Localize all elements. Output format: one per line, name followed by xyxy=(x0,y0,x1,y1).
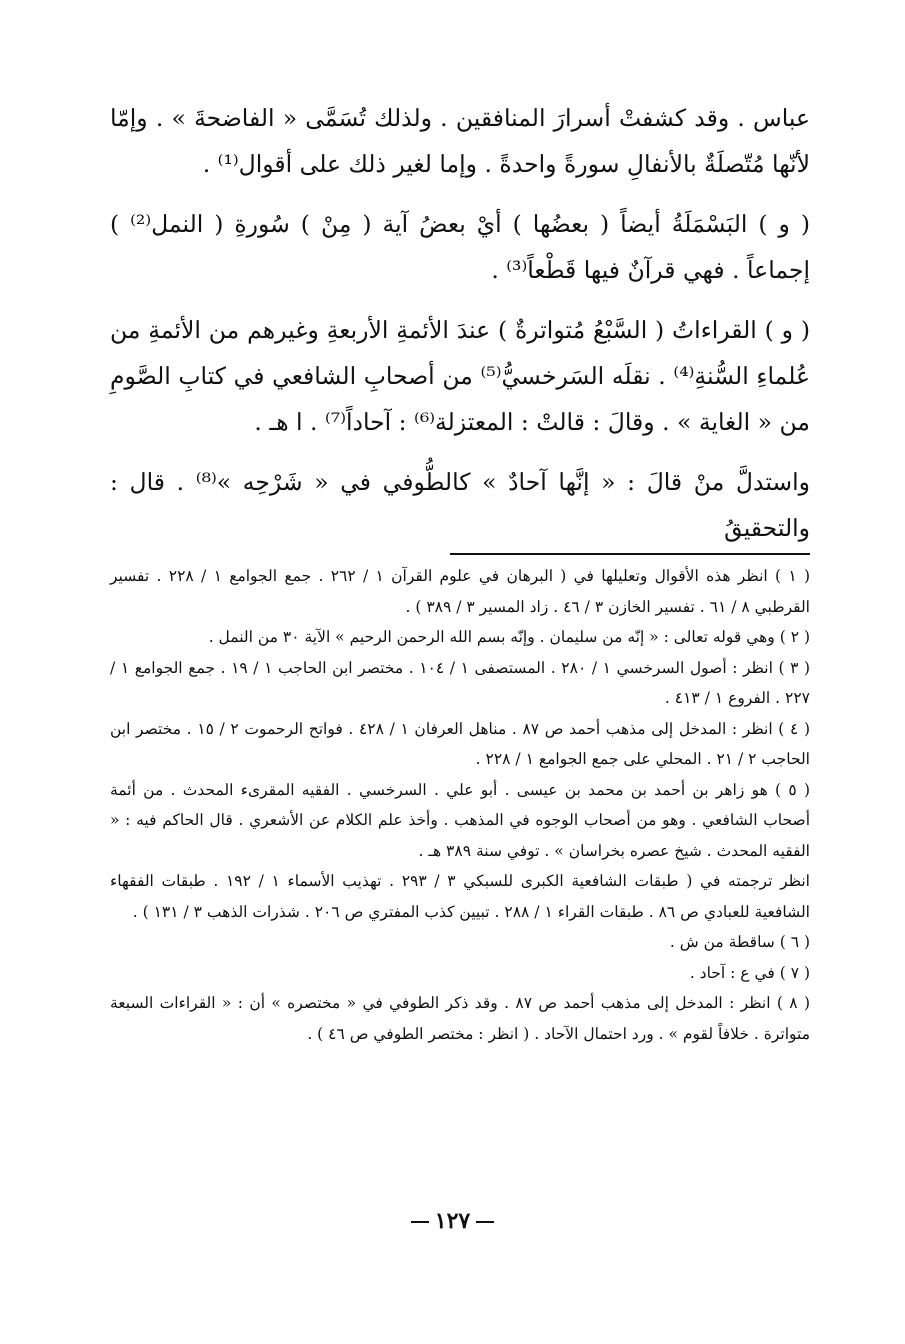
page-number-dash xyxy=(411,1221,429,1223)
main-paragraph: ( و ) البَسْمَلَةُ أيضاً ( بعضُها ) أيْ بعضُ آية ( مِنْ ) سُورةِ ( النمل⁽²⁾ ) إجماعاً . فهي قرآنٌ فيها قَطْعاً⁽³⁾ . xyxy=(110,210,810,284)
footnote: ( ٥ ) هو زاهر بن أحمد بن محمد بن عيسى . أبو علي . السرخسي . الفقيه المقرىء المحدث . من أئمة أصحاب الشافعي . وهو من أصحاب الوجوه في المذهب . وأخذ علم الكلام عن الأشعري . قال الحاكم فيه : « الفقيه المحدث . شيخ عصره بخراسان » . توفي سنة ٣٨٩ هـ . xyxy=(110,780,811,860)
footnote: ( ٤ ) انظر : المدخل إلى مذهب أحمد ص ٨٧ . مناهل العرفان ١ / ٤٢٨ . فواتح الرحموت ٢ / ١٥ . مختصر ابن الحاجب ٢ / ٢١ . المحلي على جمع الجوامع ١ / ٢٢٨ . xyxy=(110,719,810,768)
footnotes xyxy=(110,561,810,1049)
page-number: ١٢٧ xyxy=(434,1208,471,1234)
footnote: ( ٣ ) انظر : أصول السرخسي ١ / ٢٨٠ . المستصفى ١ / ١٠٤ . مختصر ابن الحاجب ١ / ١٩ . جمع الجوامع ١ / ٢٢٧ . الفروع ١ / ٤١٣ . xyxy=(110,658,811,707)
main-paragraph: عباس . وقد كشفتْ أسرارَ المنافقين . ولذلك تُسَمَّى « الفاضحةَ » . وإمّا لأنّها مُتّصلَةٌ بالأنفالِ سورةً واحدةً . وإما لغير ذلك على أقوال⁽¹⁾ . xyxy=(110,104,810,178)
page-body xyxy=(110,95,810,1049)
page-number-dash xyxy=(476,1221,494,1223)
page-number-block xyxy=(0,1208,905,1234)
footnote-separator-wrap xyxy=(110,553,810,555)
footnote: ( ١ ) انظر هذه الأقوال وتعليلها في ( البرهان في علوم القرآن ١ / ٢٦٢ . جمع الجوامع ١ / ٢٢٨ . تفسير القرطبي ٨ / ٦١ . تفسير الخازن ٣ / ٤٦ . زاد المسير ٣ / ٣٨٩ ) . xyxy=(110,567,811,616)
footnote-separator xyxy=(450,553,810,555)
footnote: ( ٧ ) في ع : آحاد . xyxy=(689,963,810,982)
footnote: ( ٨ ) انظر : المدخل إلى مذهب أحمد ص ٨٧ . وقد ذكر الطوفي في « مختصره » أن : « القراءات السبعة متواترة . خلافاً لقوم » . ورد احتمال الآحاد . ( انظر : مختصر الطوفي ص ٤٦ ) . xyxy=(110,994,810,1043)
main-paragraph: واستدلَّ منْ قالَ : « إنَّها آحادٌ » كالطُّوفي في « شَرْحِه »⁽⁸⁾ . قال : والتحقيقُ xyxy=(110,468,810,542)
main-paragraph: ( و ) القراءاتُ ( السَّبْعُ مُتواترةٌ ) عندَ الأئمةِ الأربعةِ وغيرهم من الأئمةِ من عُلماءِ السُّنةِ⁽⁴⁾ . نقلَه السَرخسيُّ⁽⁵⁾ من أصحابِ الشافعي في كتابِ الصَّومِ من « الغاية » . وقالَ : قالتْ : المعتزلة⁽⁶⁾ : آحاداً⁽⁷⁾ . ا هـ . xyxy=(110,316,810,436)
footnote-continuation: انظر ترجمته في ( طبقات الشافعية الكبرى للسبكي ٣ / ٢٩٣ . تهذيب الأسماء ١ / ١٩٢ . طبقات الفقهاء الشافعية للعبادي ص ٨٦ . طبقات القراء ١ / ٢٨٨ . تبيين كذب المفتري ص ٢٠٦ . شذرات الذهب ٣ / ١٣١ ) . xyxy=(110,872,810,921)
footnote: ( ٦ ) ساقطة من ش . xyxy=(669,933,810,951)
footnote: ( ٢ ) وهي قوله تعالى : « إنّه من سليمان . وإنّه بسم الله الرحمن الرحيم » الآية ٣٠ من النمل . xyxy=(208,628,810,646)
